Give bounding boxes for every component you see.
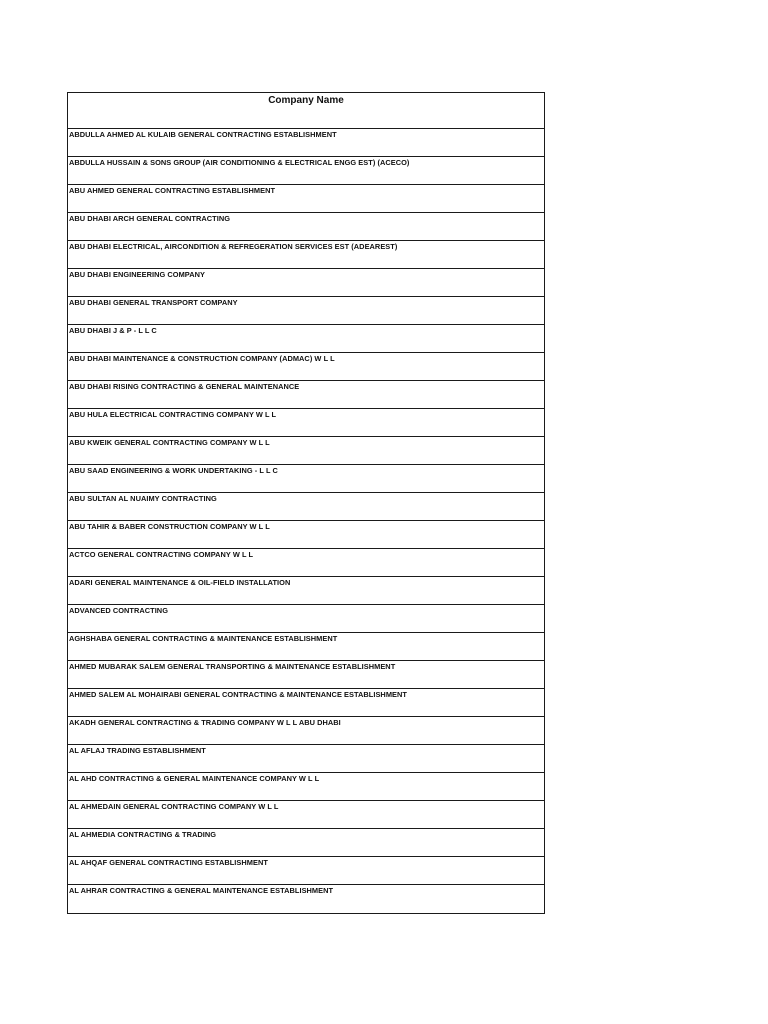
table-row: ABU DHABI J & P - L L C <box>68 325 544 353</box>
table-row: AL AHMEDAIN GENERAL CONTRACTING COMPANY W L L <box>68 801 544 829</box>
table-row: ABU DHABI RISING CONTRACTING & GENERAL MAINTENANCE <box>68 381 544 409</box>
table-row: ABDULLA HUSSAIN & SONS GROUP (AIR CONDITIONING & ELECTRICAL ENGG EST) (ACECO) <box>68 157 544 185</box>
table-row: ABU DHABI GENERAL TRANSPORT COMPANY <box>68 297 544 325</box>
table-row: ABU DHABI ELECTRICAL, AIRCONDITION & REFREGERATION SERVICES EST (ADEAREST) <box>68 241 544 269</box>
table-row: ABU AHMED GENERAL CONTRACTING ESTABLISHMENT <box>68 185 544 213</box>
table-row: AGHSHABA GENERAL CONTRACTING & MAINTENANCE ESTABLISHMENT <box>68 633 544 661</box>
table-row: AKADH GENERAL CONTRACTING & TRADING COMPANY W L L ABU DHABI <box>68 717 544 745</box>
table-row: ABDULLA AHMED AL KULAIB GENERAL CONTRACTING ESTABLISHMENT <box>68 129 544 157</box>
table-row: ABU SULTAN AL NUAIMY CONTRACTING <box>68 493 544 521</box>
company-table <box>67 92 545 914</box>
table-row: ABU DHABI ARCH GENERAL CONTRACTING <box>68 213 544 241</box>
table-row: AL AFLAJ TRADING ESTABLISHMENT <box>68 745 544 773</box>
table-row: ADARI GENERAL MAINTENANCE & OIL-FIELD INSTALLATION <box>68 577 544 605</box>
table-row: AL AHRAR CONTRACTING & GENERAL MAINTENANCE ESTABLISHMENT <box>69 886 334 895</box>
table-row: AL AHD CONTRACTING & GENERAL MAINTENANCE COMPANY W L L <box>68 773 544 801</box>
table-body <box>68 129 544 913</box>
table-row: ADVANCED CONTRACTING <box>68 605 544 633</box>
table-row: ABU HULA ELECTRICAL CONTRACTING COMPANY W L L <box>68 409 544 437</box>
table-row: ABU TAHIR & BABER CONSTRUCTION COMPANY W L L <box>68 521 544 549</box>
table-row: ABU DHABI ENGINEERING COMPANY <box>68 269 544 297</box>
table-row: ABU KWEIK GENERAL CONTRACTING COMPANY W L L <box>68 437 544 465</box>
table-row: ABU SAAD ENGINEERING & WORK UNDERTAKING - L L C <box>68 465 544 493</box>
table-row: ACTCO GENERAL CONTRACTING COMPANY W L L <box>68 549 544 577</box>
table-row: AL AHMEDIA CONTRACTING & TRADING <box>68 829 544 857</box>
table-row: ABU DHABI MAINTENANCE & CONSTRUCTION COMPANY (ADMAC) W L L <box>68 353 544 381</box>
column-header-company-name: Company Name <box>68 93 544 129</box>
table-row: AL AHQAF GENERAL CONTRACTING ESTABLISHMENT <box>68 857 544 885</box>
table-row: AHMED SALEM AL MOHAIRABI GENERAL CONTRACTING & MAINTENANCE ESTABLISHMENT <box>68 689 544 717</box>
table-row: AHMED MUBARAK SALEM GENERAL TRANSPORTING & MAINTENANCE ESTABLISHMENT <box>68 661 544 689</box>
